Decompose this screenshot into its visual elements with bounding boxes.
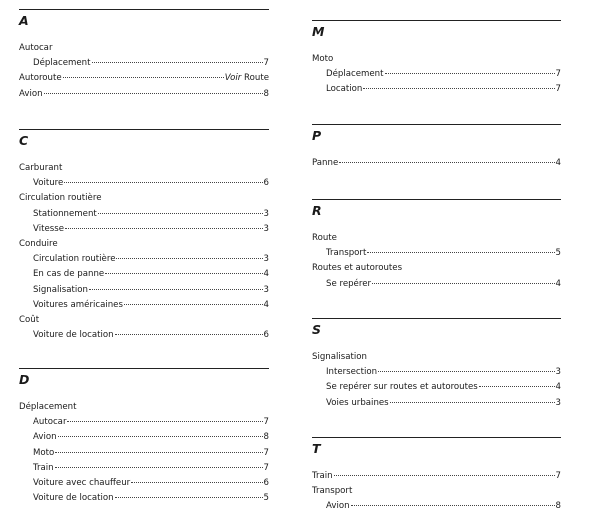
entry-label: Voies urbaines bbox=[326, 397, 389, 408]
dot-leader bbox=[55, 467, 263, 468]
index-subentry bbox=[19, 461, 269, 476]
entry-page-number: 7 bbox=[555, 471, 561, 481]
dot-leader bbox=[92, 62, 263, 63]
entry-list bbox=[312, 469, 561, 515]
entry-page-number: 7 bbox=[263, 417, 269, 428]
entry-see-reference: Voir Route bbox=[224, 73, 269, 84]
entry-list bbox=[312, 52, 561, 98]
index-entry bbox=[312, 231, 561, 246]
entry-page-number: 3 bbox=[263, 208, 269, 219]
dot-leader bbox=[98, 213, 263, 214]
entry-label: Avion bbox=[326, 501, 350, 512]
section-letter: M bbox=[312, 24, 325, 39]
index-entry bbox=[19, 313, 269, 328]
entry-label: Stationnement bbox=[33, 208, 97, 219]
dot-leader bbox=[385, 73, 555, 74]
section-letter: R bbox=[312, 203, 322, 218]
entry-page-number: 5 bbox=[263, 493, 269, 504]
entry-page-number: 8 bbox=[263, 432, 269, 443]
entry-list bbox=[19, 400, 269, 506]
index-section-d bbox=[19, 368, 269, 506]
entry-label: Signalisation bbox=[33, 284, 88, 295]
section-rule bbox=[312, 20, 561, 21]
dot-leader bbox=[378, 371, 554, 372]
entry-page-number: 3 bbox=[263, 223, 269, 234]
entry-page-number: 4 bbox=[555, 382, 561, 393]
index-subentry bbox=[312, 499, 561, 514]
section-letter: P bbox=[312, 128, 322, 143]
entry-page-number: 7 bbox=[263, 58, 269, 69]
entry-label: Route bbox=[312, 233, 337, 243]
index-entry bbox=[19, 71, 269, 86]
dot-leader bbox=[67, 421, 262, 422]
index-section-c bbox=[19, 129, 269, 343]
section-rule bbox=[19, 9, 269, 10]
entry-page-number: 7 bbox=[555, 84, 561, 95]
index-entry bbox=[19, 400, 269, 415]
entry-label: Déplacement bbox=[19, 402, 77, 412]
index-entry bbox=[312, 52, 561, 67]
entry-label: Panne bbox=[312, 158, 339, 168]
index-entry bbox=[312, 484, 561, 499]
index-subentry bbox=[312, 380, 561, 395]
entry-list bbox=[19, 41, 269, 102]
entry-page-number: 3 bbox=[555, 397, 561, 408]
entry-list bbox=[312, 350, 561, 411]
index-subentry bbox=[312, 365, 561, 380]
entry-page-number: 7 bbox=[263, 447, 269, 458]
dot-leader bbox=[339, 162, 554, 163]
entry-page-number: 7 bbox=[263, 462, 269, 473]
index-subentry bbox=[19, 446, 269, 461]
index-subentry bbox=[19, 222, 269, 237]
entry-label: Train bbox=[312, 471, 333, 481]
section-letter: T bbox=[312, 441, 321, 456]
index-entry bbox=[19, 237, 269, 252]
index-entry bbox=[19, 87, 269, 102]
entry-label: Se repérer bbox=[326, 278, 372, 289]
entry-label: Circulation routière bbox=[19, 193, 102, 204]
entry-page-number: 6 bbox=[263, 330, 269, 341]
entry-page-number: 4 bbox=[555, 158, 561, 168]
index-subentry bbox=[312, 246, 561, 261]
entry-page-number: 6 bbox=[263, 477, 269, 488]
index-subentry bbox=[19, 267, 269, 282]
dot-leader bbox=[63, 77, 224, 78]
dot-leader bbox=[105, 273, 262, 274]
entry-label: En cas de panne bbox=[33, 269, 105, 280]
index-subentry bbox=[19, 176, 269, 191]
dot-leader bbox=[58, 436, 263, 437]
dot-leader bbox=[131, 482, 262, 483]
entry-label: Circulation routière bbox=[33, 254, 116, 265]
section-rule bbox=[312, 124, 561, 125]
entry-label: Déplacement bbox=[33, 58, 91, 69]
dot-leader bbox=[64, 182, 262, 183]
section-letter: C bbox=[19, 133, 29, 148]
entry-label: Voitures américaines bbox=[33, 299, 123, 310]
index-section-s bbox=[312, 318, 561, 411]
entry-label: Voiture avec chauffeur bbox=[33, 477, 131, 488]
entry-label: Transport bbox=[312, 486, 353, 497]
entry-label: Moto bbox=[33, 447, 55, 458]
index-entry bbox=[19, 161, 269, 176]
entry-label: Se repérer sur routes et autoroutes bbox=[326, 382, 478, 393]
entry-label: Voiture bbox=[33, 178, 64, 189]
dot-leader bbox=[115, 334, 263, 335]
entry-label: Voiture de location bbox=[33, 493, 114, 504]
entry-label: Intersection bbox=[326, 367, 378, 378]
dot-leader bbox=[479, 386, 555, 387]
dot-leader bbox=[89, 289, 263, 290]
index-subentry bbox=[19, 491, 269, 506]
entry-page-number: 8 bbox=[263, 88, 269, 99]
index-section-a bbox=[19, 9, 269, 102]
entry-page-number: 3 bbox=[555, 367, 561, 378]
entry-page-number: 3 bbox=[263, 254, 269, 265]
index-subentry bbox=[19, 207, 269, 222]
entry-label: Carburant bbox=[19, 163, 63, 173]
index-entry bbox=[312, 469, 561, 484]
entry-list bbox=[19, 161, 269, 343]
dot-leader bbox=[334, 475, 555, 476]
index-subentry bbox=[19, 415, 269, 430]
dot-leader bbox=[351, 505, 555, 506]
section-rule bbox=[19, 368, 269, 369]
section-rule bbox=[312, 437, 561, 438]
index-subentry bbox=[19, 328, 269, 343]
dot-leader bbox=[65, 228, 263, 229]
entry-label: Coût bbox=[19, 314, 40, 325]
section-rule bbox=[312, 318, 561, 319]
index-subentry bbox=[19, 252, 269, 267]
index-section-t bbox=[312, 437, 561, 515]
entry-label: Train bbox=[33, 462, 54, 473]
section-rule bbox=[312, 199, 561, 200]
index-entry bbox=[19, 191, 269, 206]
index-entry bbox=[312, 261, 561, 276]
entry-label: Location bbox=[326, 84, 363, 95]
section-letter: A bbox=[19, 13, 29, 28]
index-entry bbox=[312, 156, 561, 171]
section-rule bbox=[19, 129, 269, 130]
entry-page-number: 7 bbox=[555, 69, 561, 80]
entry-label: Autocar bbox=[33, 417, 67, 428]
dot-leader bbox=[367, 252, 554, 253]
index-section-r bbox=[312, 199, 561, 292]
index-section-m bbox=[312, 20, 561, 98]
entry-label: Conduire bbox=[19, 238, 58, 249]
dot-leader bbox=[390, 402, 555, 403]
entry-label: Voiture de location bbox=[33, 330, 114, 341]
index-subentry bbox=[19, 283, 269, 298]
entry-label: Moto bbox=[312, 54, 334, 64]
index-subentry bbox=[312, 82, 561, 97]
entry-label: Autocar bbox=[19, 43, 53, 53]
dot-leader bbox=[115, 497, 263, 498]
entry-page-number: 3 bbox=[263, 284, 269, 295]
index-subentry bbox=[19, 430, 269, 445]
index-subentry bbox=[19, 476, 269, 491]
dot-leader bbox=[44, 93, 263, 94]
entry-label: Déplacement bbox=[326, 69, 384, 80]
dot-leader bbox=[55, 452, 262, 453]
entry-list bbox=[312, 231, 561, 292]
entry-label: Routes et autoroutes bbox=[312, 263, 403, 274]
index-subentry bbox=[19, 298, 269, 313]
entry-label: Vitesse bbox=[33, 223, 64, 234]
index-subentry bbox=[19, 56, 269, 71]
entry-page-number: 5 bbox=[555, 248, 561, 259]
dot-leader bbox=[116, 258, 262, 259]
section-letter: D bbox=[19, 372, 30, 387]
dot-leader bbox=[372, 283, 555, 284]
index-subentry bbox=[312, 277, 561, 292]
index-subentry bbox=[312, 67, 561, 82]
index-entry bbox=[312, 350, 561, 365]
see-word: Voir bbox=[224, 73, 242, 84]
entry-page-number: 4 bbox=[555, 278, 561, 289]
dot-leader bbox=[124, 304, 263, 305]
dot-leader bbox=[363, 88, 554, 89]
entry-page-number: 6 bbox=[263, 178, 269, 189]
entry-page-number: 4 bbox=[263, 269, 269, 280]
entry-label: Avion bbox=[19, 88, 43, 99]
entry-label: Autoroute bbox=[19, 73, 62, 84]
entry-label: Transport bbox=[326, 248, 367, 259]
entry-label: Signalisation bbox=[312, 352, 367, 362]
index-subentry bbox=[312, 396, 561, 411]
entry-page-number: 4 bbox=[263, 299, 269, 310]
index-entry bbox=[19, 41, 269, 56]
section-letter: S bbox=[312, 322, 322, 337]
entry-page-number: 8 bbox=[555, 501, 561, 512]
entry-label: Avion bbox=[33, 432, 57, 443]
index-section-p bbox=[312, 124, 561, 171]
entry-list bbox=[312, 156, 561, 171]
